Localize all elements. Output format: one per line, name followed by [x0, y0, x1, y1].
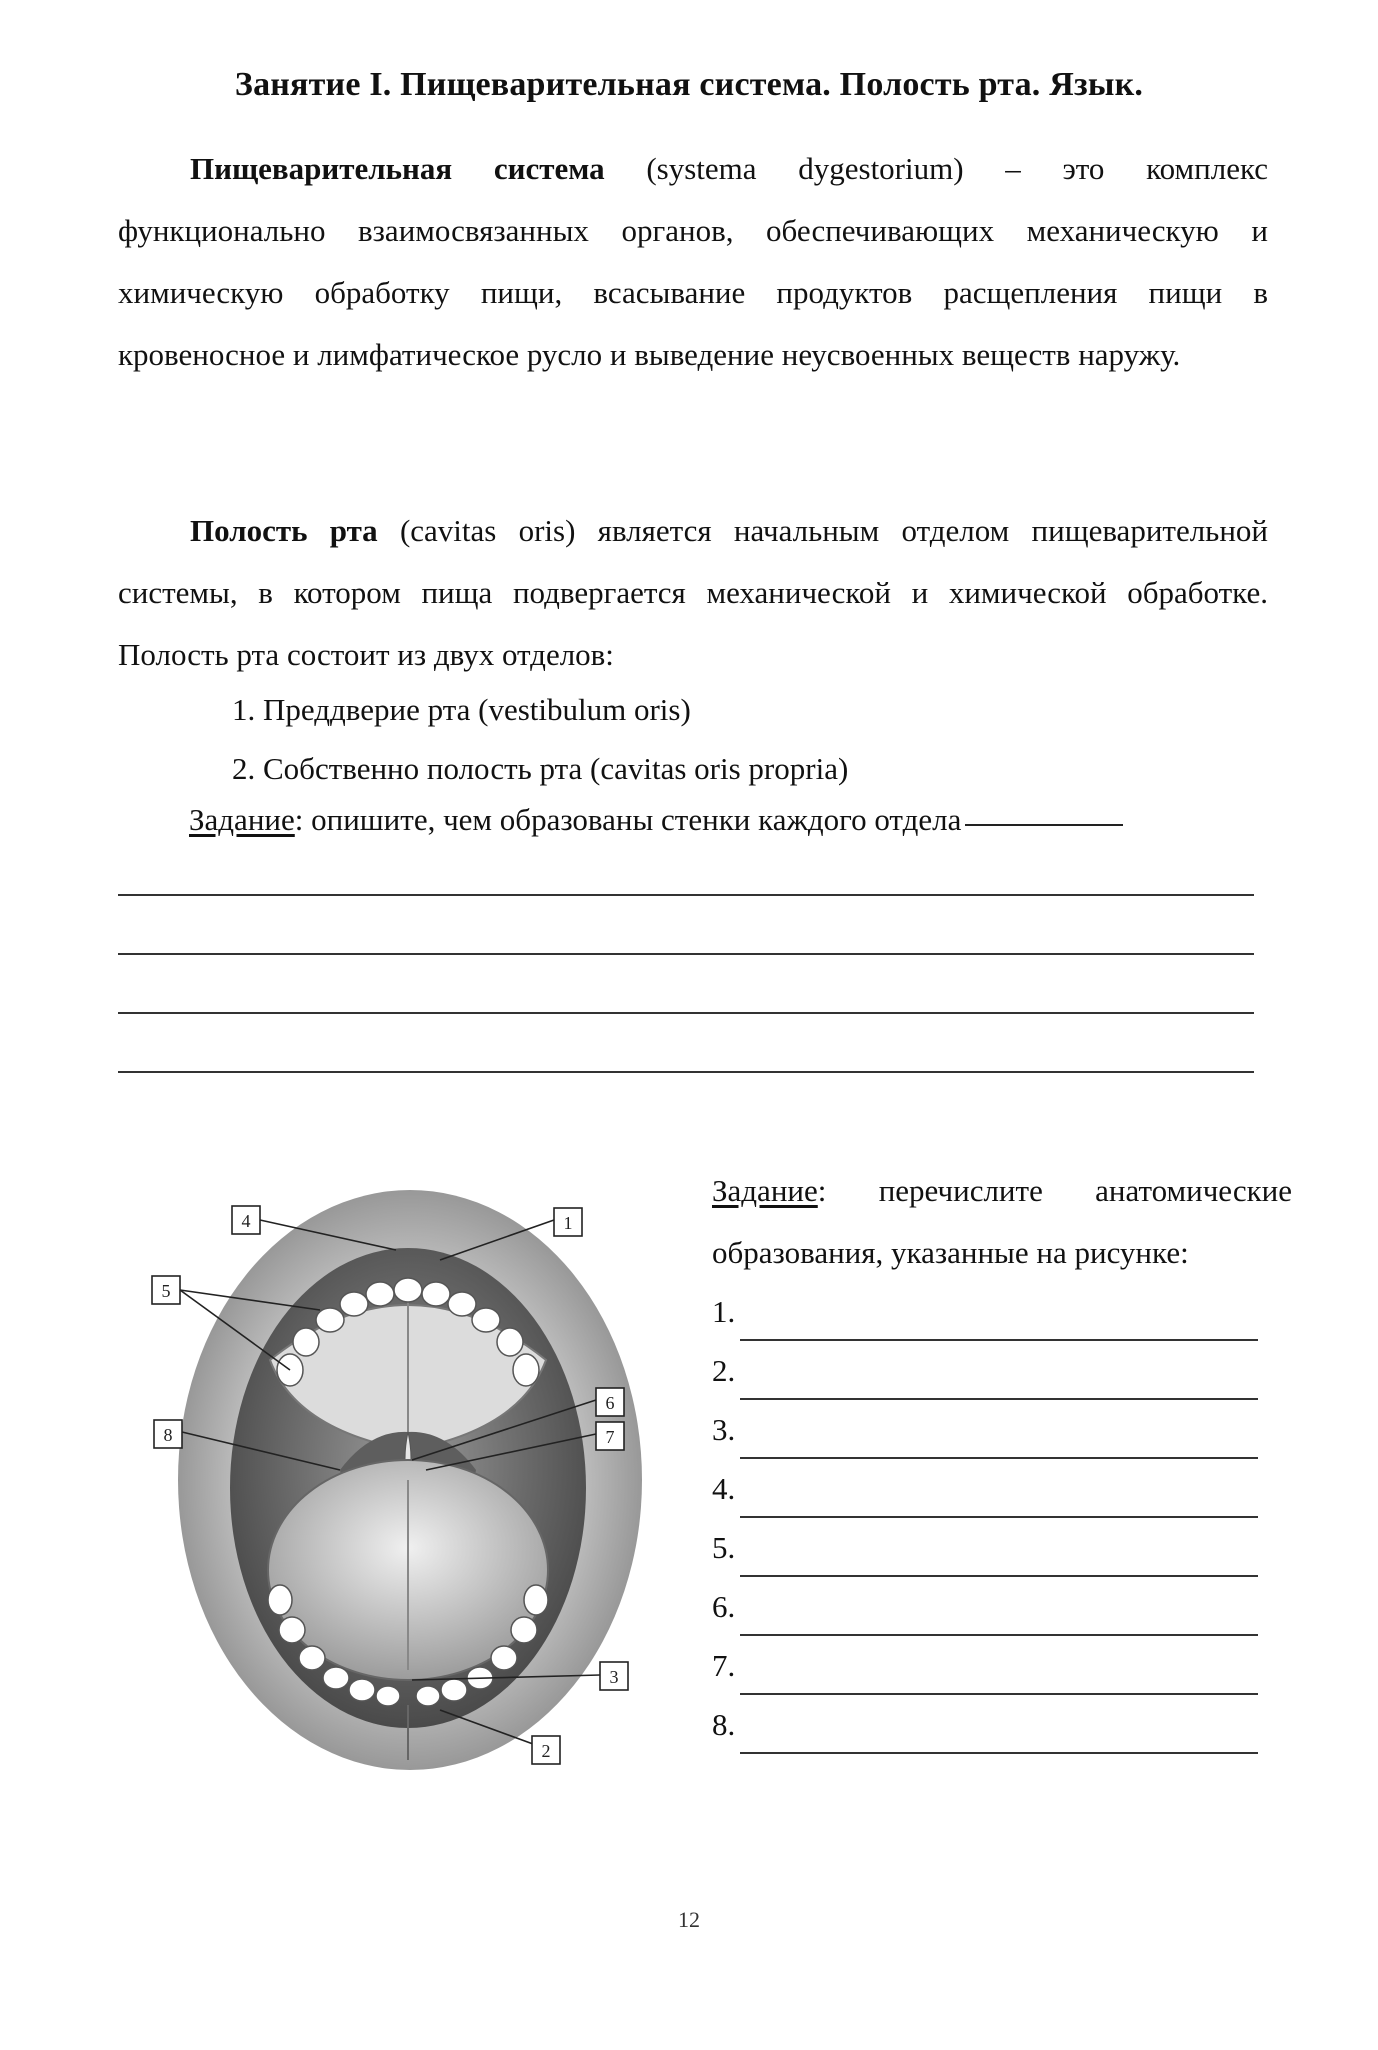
answer-line[interactable]	[118, 953, 1254, 955]
task-describe-walls	[189, 796, 1123, 844]
answer-line[interactable]	[118, 894, 1254, 896]
answer-item	[712, 1636, 1258, 1695]
sections-list	[232, 680, 848, 798]
answer-item	[712, 1577, 1258, 1636]
task-list-structures	[712, 1160, 1292, 1284]
answers-list	[712, 1282, 1258, 1754]
answer-number: 2.	[712, 1353, 736, 1388]
answer-line[interactable]	[965, 824, 1123, 826]
figure-label-7	[596, 1422, 624, 1450]
answer-line[interactable]	[740, 1653, 1258, 1695]
answer-line[interactable]	[118, 1071, 1254, 1073]
paragraph-text: (systema dygestorium) – это комплекс функционально взаимосвязанных органов, обеспечивающих механическую и химическую обработку пищи, всасывание продуктов расщепления пищи в кровеносное и лимфатическое русло и выведение неусвоенных веществ наружу.	[118, 151, 1268, 372]
svg-text:1: 1	[563, 1213, 573, 1233]
figure-label-3	[600, 1662, 628, 1690]
answer-line[interactable]	[740, 1594, 1258, 1636]
svg-text:2: 2	[541, 1741, 551, 1761]
figure-label-6	[596, 1388, 624, 1416]
svg-text:3: 3	[609, 1667, 619, 1687]
answer-number: 5.	[712, 1530, 736, 1565]
answer-item	[712, 1695, 1258, 1754]
figure-label-4	[232, 1206, 260, 1234]
svg-text:8: 8	[163, 1425, 173, 1445]
answer-item	[712, 1341, 1258, 1400]
list-item: 1. Преддверие рта (vestibulum oris)	[232, 692, 691, 727]
oral-cavity-figure	[140, 1170, 680, 1790]
svg-text:7: 7	[605, 1427, 615, 1447]
answer-number: 7.	[712, 1648, 736, 1683]
answer-item	[712, 1400, 1258, 1459]
answer-line[interactable]	[740, 1358, 1258, 1400]
svg-text:5: 5	[161, 1281, 171, 1301]
answer-number: 3.	[712, 1412, 736, 1447]
answer-number: 6.	[712, 1589, 736, 1624]
answer-line[interactable]	[740, 1417, 1258, 1459]
list-item: 2. Собственно полость рта (cavitas oris propria)	[232, 751, 849, 786]
paragraph-digestive-system	[118, 138, 1268, 386]
answer-item	[712, 1459, 1258, 1518]
page-number: 12	[678, 1907, 700, 1932]
answer-number: 1.	[712, 1294, 736, 1329]
figure-label-5	[152, 1276, 180, 1304]
answer-line[interactable]	[740, 1299, 1258, 1341]
answer-number: 4.	[712, 1471, 736, 1506]
task-text: : опишите, чем образованы стенки каждого отдела	[294, 802, 962, 837]
figure-label-1	[554, 1208, 582, 1236]
answer-line[interactable]	[740, 1535, 1258, 1577]
task-label: Задание	[712, 1173, 818, 1208]
paragraph-text: (cavitas oris) является начальным отделом пищеварительной системы, в котором пища подвергается механической и химической обработке. Полость рта состоит из двух отделов:	[118, 513, 1268, 672]
answer-line[interactable]	[118, 1012, 1254, 1014]
figure-label-2	[532, 1736, 560, 1764]
term-digestive-system: Пищеварительная система	[190, 151, 605, 186]
answer-line[interactable]	[740, 1476, 1258, 1518]
paragraph-oral-cavity	[118, 500, 1268, 686]
svg-text:4: 4	[241, 1211, 251, 1231]
page-title: Занятие I. Пищеварительная система. Полость рта. Язык.	[234, 66, 1144, 103]
task-label: Задание	[189, 802, 295, 837]
figure-label-8	[154, 1420, 182, 1448]
answer-number: 8.	[712, 1707, 736, 1742]
answer-line[interactable]	[740, 1712, 1258, 1754]
answer-item	[712, 1518, 1258, 1577]
svg-text:6: 6	[605, 1393, 615, 1413]
answer-item	[712, 1282, 1258, 1341]
task-text: : перечислите анатомические образования, указанные на рисунке:	[712, 1173, 1292, 1270]
term-oral-cavity: Полость рта	[190, 513, 378, 548]
